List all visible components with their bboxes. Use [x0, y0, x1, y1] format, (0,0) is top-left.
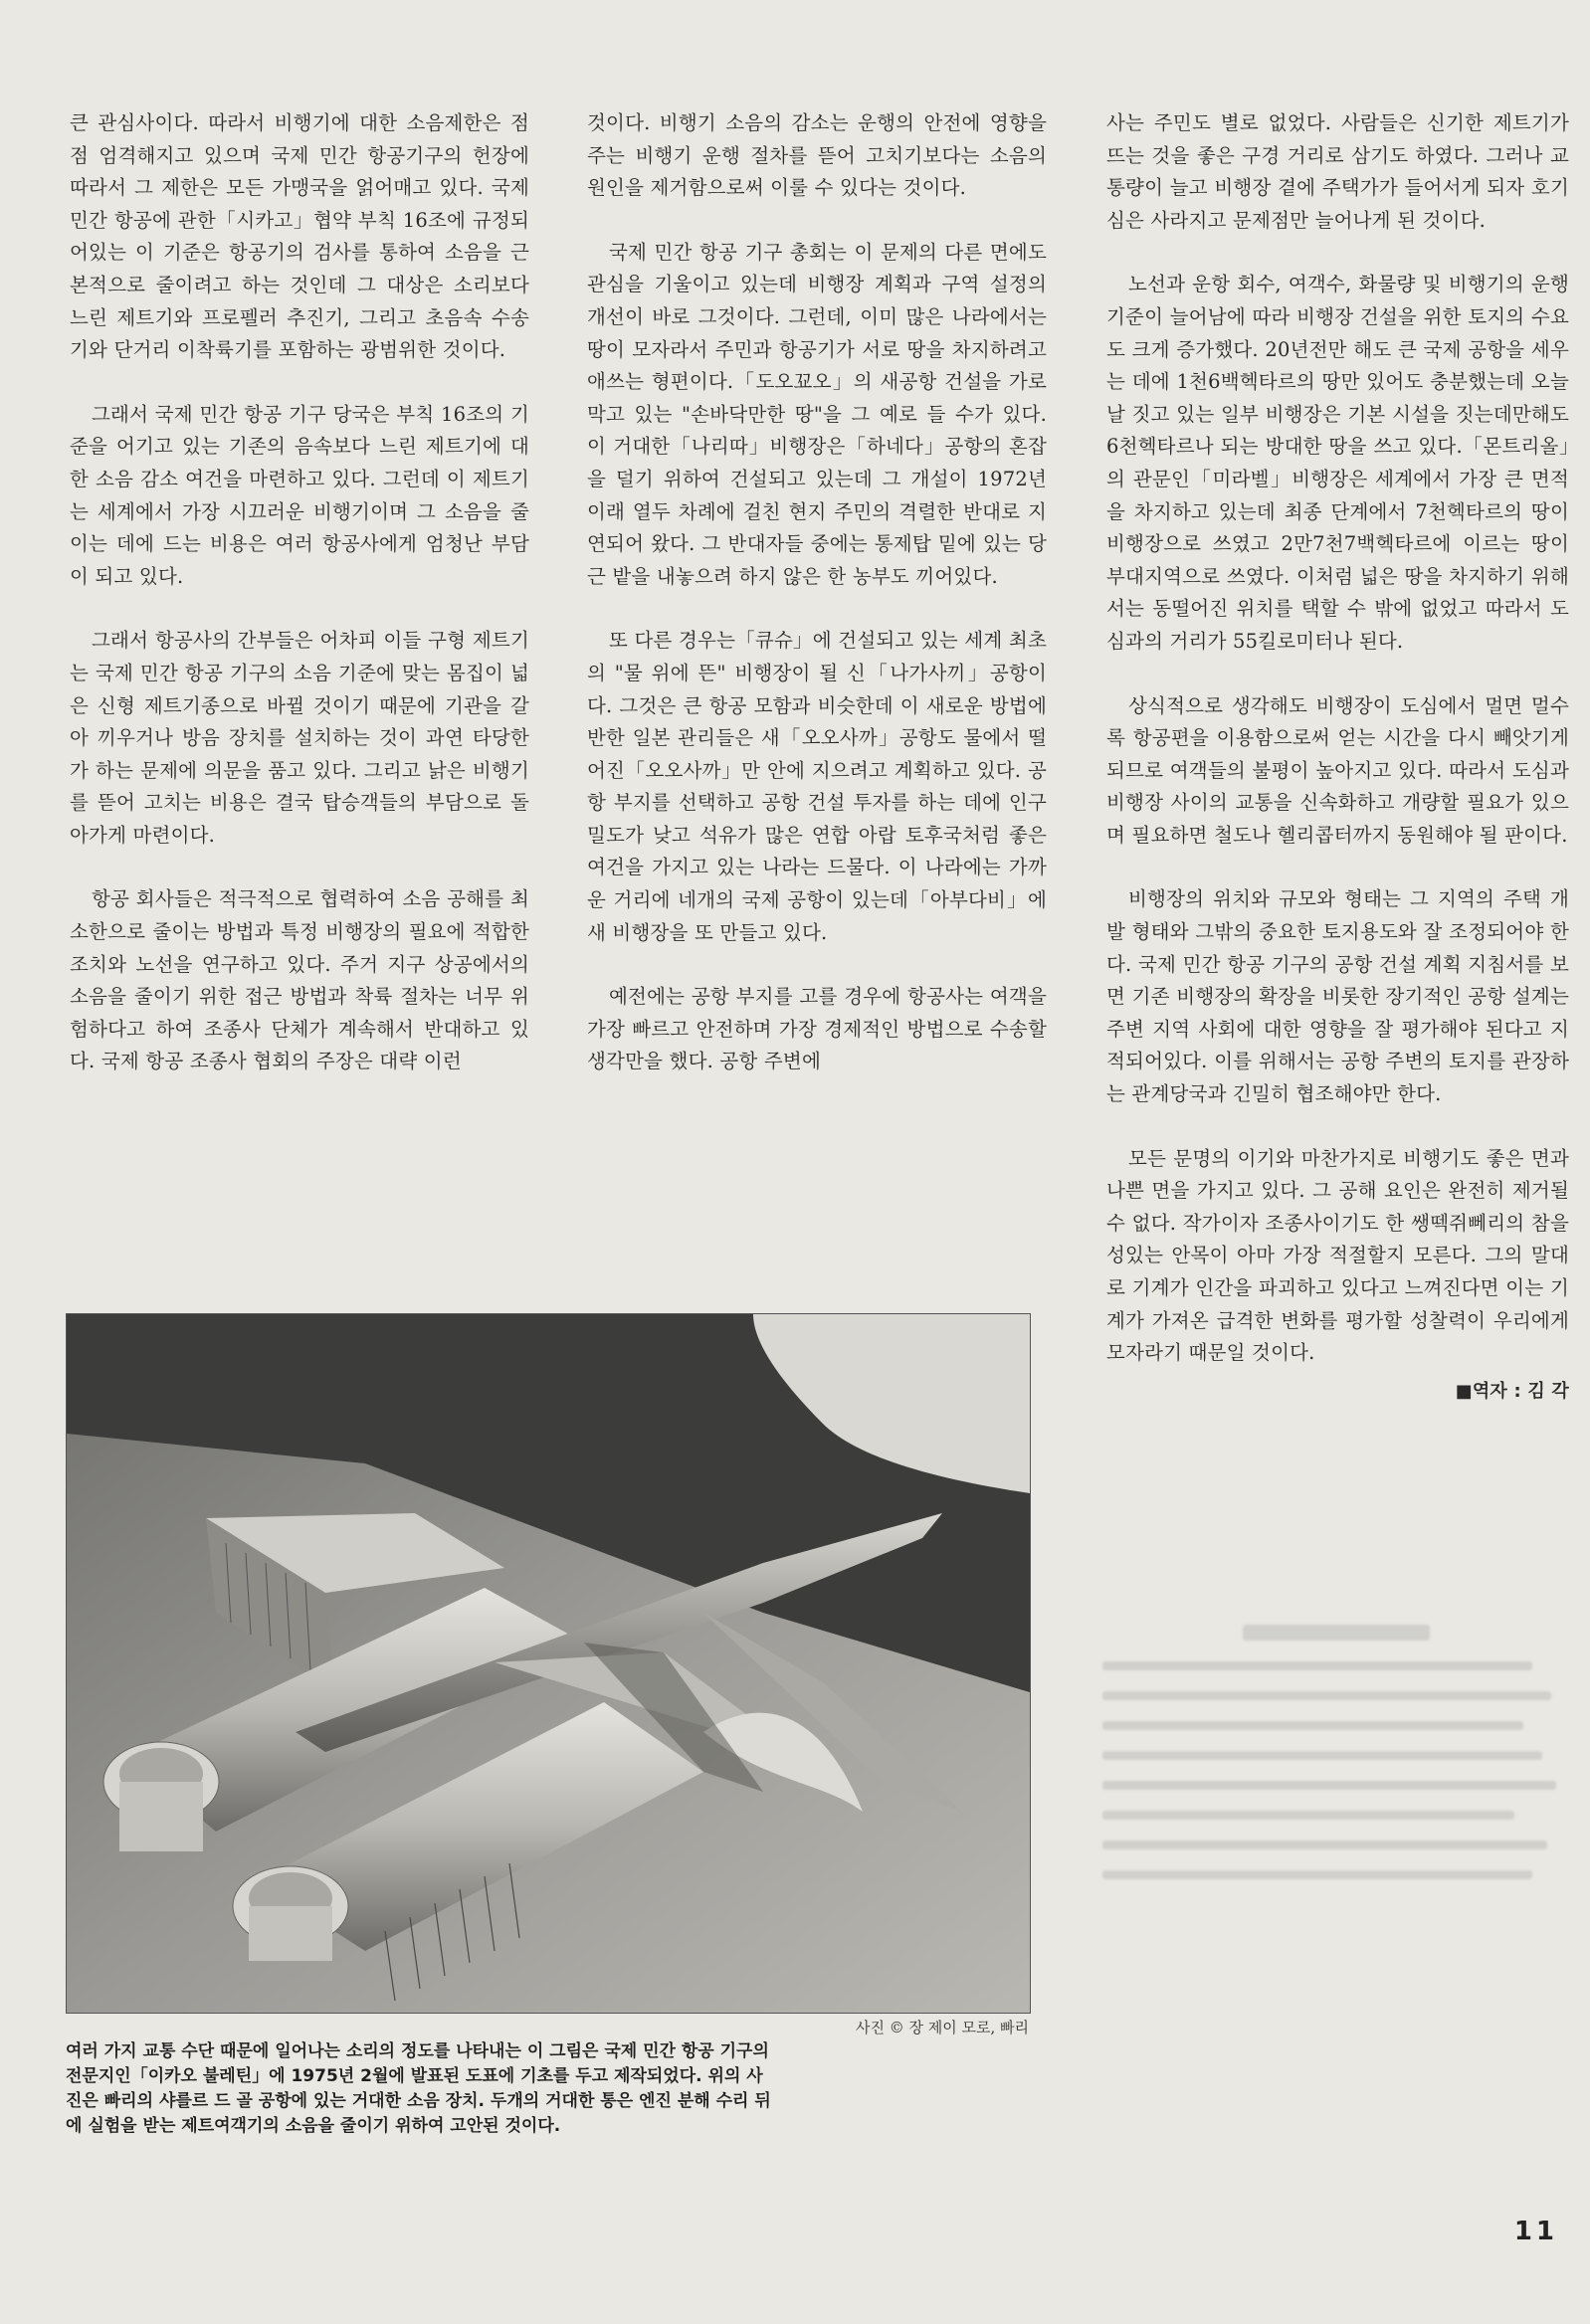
paragraph: 그래서 국제 민간 항공 기구 당국은 부칙 16조의 기준을 어기고 있는 기존의 음속보다 느린 제트기에 대한 소음 감소 여건을 마련하고 있다. 그런데 이 제트기는 세계에서 가장 시끄러운 비행기이며 그 소음을 줄이는 데에 드는 비용은 여러 항공사에게 엄청난 부담이 되고 있다. — [70, 402, 529, 588]
paragraph: 또 다른 경우는「큐슈」에 건설되고 있는 세계 최초의 "물 위에 뜬" 비행장이 될 신「나가사끼」공항이다. 그것은 큰 항공 모함과 비슷한데 이 새로운 방법에 반한 일본 관리들은 새「오오사까」공항도 물에서 떨어진「오오사까」만 안에 지으려고 계획하고 있다. 공항 부지를 선택하고 공항 건설 투자를 하는 데에 인구 밀도가 낮고 석유가 많은 연합 아랍 토후국처럼 좋은 여건을 가지고 있는 나라는 드물다. 이 나라에는 가까운 거리에 네개의 국제 공항이 있는데「아부다비」에 새 비행장을 또 만들고 있다. — [587, 629, 1047, 944]
paragraph: 항공 회사들은 적극적으로 협력하여 소음 공해를 최소한으로 줄이는 방법과 특정 비행장의 필요에 적합한 조치와 노선을 연구하고 있다. 주거 지구 상공에서의 소음을 줄이기 위한 접근 방법과 착륙 절차는 너무 위험하다고 하여 조종사 단체가 계속해서 반대하고 있다. 국제 항공 조종사 협회의 주장은 대략 이런 — [70, 887, 529, 1073]
figure-caption: 여러 가지 교통 수단 때문에 일어나는 소리의 정도를 나타내는 이 그림은 국제 민간 항공 기구의 전문지인「이카오 불레틴」에 1975년 2월에 발표된 도표에 기초를 두고 제작되었다. 위의 사진은 빠리의 샤를르 드 골 공항에 있는 거대한 소음 장치. 두개의 거대한 통은 엔진 분해 수리 뒤에 실험을 받는 제트여객기의 소음을 줄이기 위하여 고안된 것이다. — [66, 2041, 771, 2136]
paragraph: 비행장의 위치와 규모와 형태는 그 지역의 주택 개발 형태와 그밖의 중요한 토지용도와 잘 조정되어야 한다. 국제 민간 항공 기구의 공항 건설 계획 지침서를 보면 기존 비행장의 확장을 비롯한 장기적인 공항 설계는 주변 지역 사회에 대한 영향을 잘 평가해야 된다고 지적되어있다. 이를 위해서는 공항 주변의 토지를 관장하는 관계당국과 긴밀히 협조해야만 한다. — [1106, 887, 1569, 1106]
paragraph: 국제 민간 항공 기구 총회는 이 문제의 다른 면에도 관심을 기울이고 있는데 비행장 계획과 구역 설정의 개선이 바로 그것이다. 그런데, 이미 많은 나라에서는 땅이 모자라서 주민과 항공기가 서로 땅을 차지하려고 애쓰는 형편이다.「도오꾜오」의 새공항 건설을 가로막고 있는 "손바닥만한 땅"을 그 예로 들 수가 있다. 이 거대한「나리따」비행장은「하네다」공항의 혼잡을 덜기 위하여 건설되고 있는데 그 개설이 1972년 이래 열두 차례에 걸친 현지 주민의 격렬한 반대로 지연되어 왔다. 그 반대자들 중에는 통제탑 밑에 있는 당근 밭을 내놓으려 하지 않은 한 농부도 끼어있다. — [587, 240, 1047, 588]
translator-credit: ■역자 : 김 각 — [1455, 1380, 1569, 1402]
noise-suppressor-photo — [66, 1313, 1031, 2014]
photo-credit: 사진 © 장 제이 모로, 빠리 — [855, 2019, 1029, 2036]
paragraph: 모든 문명의 이기와 마찬가지로 비행기도 좋은 면과 나쁜 면을 가지고 있다. 그 공해 요인은 완전히 제거될 수 없다. 작가이자 조종사이기도 한 쌩떽쥐뻬리의 참을성있는 안목이 아마 가장 적절할지 모른다. 그의 말대로 기계가 인간을 파괴하고 있다고 느껴진다면 이는 기계가 가져온 급격한 변화를 평가할 성찰력이 우리에게 모자라기 때문일 것이다. — [1106, 1146, 1569, 1365]
page-number: 11 — [1513, 2217, 1558, 2246]
paragraph: 사는 주민도 별로 없었다. 사람들은 신기한 제트기가 뜨는 것을 좋은 구경 거리로 삼기도 하였다. 그러나 교통량이 늘고 비행장 곁에 주택가가 들어서게 되자 호기심은 사라지고 문제점만 늘어나게 된 것이다. — [1106, 111, 1569, 232]
paragraph: 것이다. 비행기 소음의 감소는 운행의 안전에 영향을 주는 비행기 운행 절차를 뜯어 고치기보다는 소음의 원인을 제거함으로써 이룰 수 있다는 것이다. — [587, 111, 1047, 200]
airport-noise-suppressor-illustration — [67, 1314, 1030, 2013]
show-through-bleed — [1102, 1604, 1570, 2022]
paragraph: 큰 관심사이다. 따라서 비행기에 대한 소음제한은 점점 엄격해지고 있으며 국제 민간 항공기구의 헌장에 따라서 그 제한은 모든 가맹국을 얽어매고 있다. 국제 민간 항공에 관한「시카고」협약 부칙 16조에 규정되어있는 이 기준은 항공기의 검사를 통하여 소음을 근본적으로 줄이려고 하는 것인데 그 대상은 소리보다 느린 제트기와 프로펠러 추진기, 그리고 초음속 수송기와 단거리 이착륙기를 포함하는 광범위한 것이다. — [70, 111, 529, 362]
text-column-2 — [587, 107, 1047, 1110]
text-column-1 — [70, 107, 529, 1110]
paragraph: 노선과 운항 회수, 여객수, 화물량 및 비행기의 운행 기준이 늘어남에 따라 비행장 건설을 위한 토지의 수요도 크게 증가했다. 20년전만 해도 큰 국제 공항을 세우는 데에 1천6백헥타르의 땅만 있어도 충분했는데 오늘날 짓고 있는 일부 비행장은 기본 시설을 짓는데만해도 6천헥타르나 되는 방대한 땅을 쓰고 있다.「몬트리올」의 관문인「미라벨」비행장은 세계에서 가장 큰 면적을 차지하고 있는데 최종 단계에서 7천헥타르의 땅이 비행장으로 쓰였고 2만7천7백헥타르에 이르는 땅이 부대지역으로 쓰였다. 이처럼 넓은 땅을 차지하기 위해서는 동떨어진 위치를 택할 수 밖에 없었고 따라서 도심과의 거리가 55킬로미터나 된다. — [1106, 273, 1569, 653]
paragraph: 그래서 항공사의 간부들은 어차피 이들 구형 제트기는 국제 민간 항공 기구의 소음 기준에 맞는 몸집이 넓은 신형 제트기종으로 바뀔 것이기 때문에 기관을 갈아 끼우거나 방음 장치를 설치하는 것이 과연 타당한가 하는 문제에 의문을 품고 있다. 그리고 낡은 비행기를 뜯어 고치는 비용은 결국 탑승객들의 부담으로 돌아가게 마련이다. — [70, 629, 529, 847]
paragraph: 예전에는 공항 부지를 고를 경우에 항공사는 여객을 가장 빠르고 안전하며 가장 경제적인 방법으로 수송할 생각만을 했다. 공항 주변에 — [587, 985, 1047, 1073]
paragraph: 상식적으로 생각해도 비행장이 도심에서 멀면 멀수록 항공편을 이용함으로써 얻는 시간을 다시 빼앗기게 되므로 여객들의 불평이 높아지고 있다. 따라서 도심과 비행장 사이의 교통을 신속화하고 개량할 필요가 있으며 필요하면 철도나 헬리콥터까지 동원해야 될 판이다. — [1106, 693, 1569, 847]
text-column-3 — [1106, 107, 1569, 1408]
